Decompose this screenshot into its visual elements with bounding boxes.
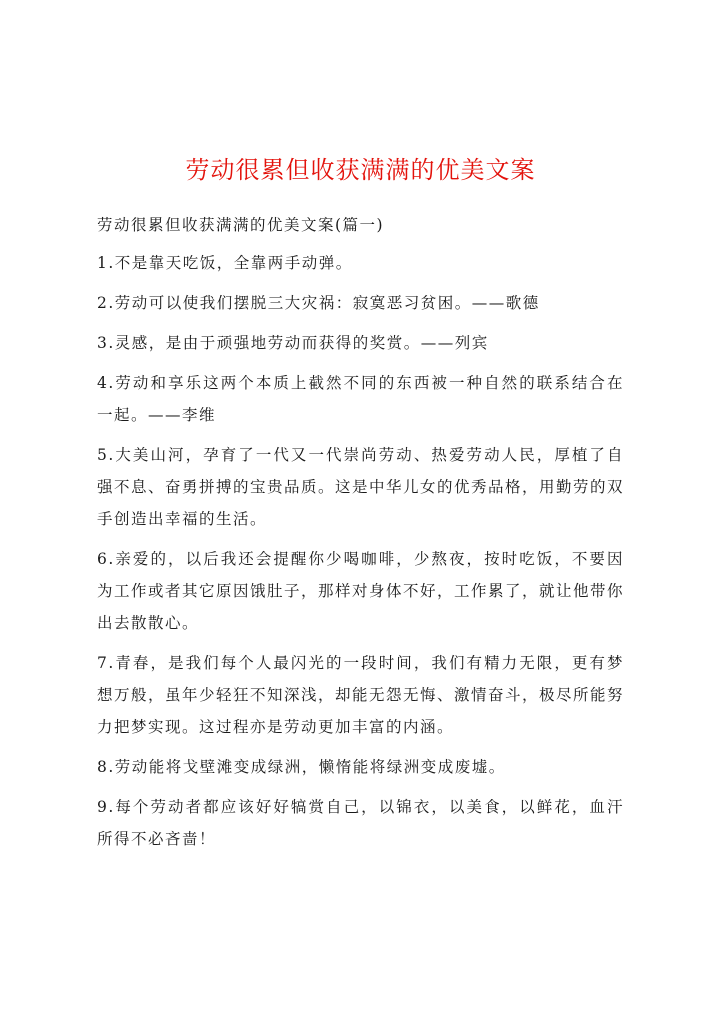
document-title: 劳动很累但收获满满的优美文案 — [185, 156, 536, 184]
paragraph-6: 6.亲爱的，以后我还会提醒你少喝咖啡，少熬夜，按时吃饭，不要因为工作或者其它原因饿肚子，那样对身体不好，工作累了，就让他带你出去散散心。 — [97, 550, 625, 632]
paragraph-9: 9.每个劳动者都应该好好犒赏自己，以锦衣，以美食，以鲜花，血汗所得不必吝啬！ — [97, 798, 624, 848]
paragraph-1: 1.不是靠天吃饭，全靠两手动弹。 — [97, 254, 353, 272]
paragraph-2: 2.劳动可以使我们摆脱三大灾祸：寂寞恶习贫困。——歌德 — [97, 294, 540, 312]
document-body — [97, 209, 624, 855]
paragraph-5: 5.大美山河，孕育了一代又一代崇尚劳动、热爱劳动人民，厚植了自强不息、奋勇拼搏的宝贵品质。这是中华儿女的优秀品格，用勤劳的双手创造出幸福的生活。 — [97, 446, 625, 528]
paragraph-3: 3.灵感，是由于顽强地劳动而获得的奖赏。——列宾 — [97, 334, 489, 352]
section-heading: 劳动很累但收获满满的优美文案(篇一) — [97, 216, 385, 234]
paragraph-4: 4.劳动和享乐这两个本质上截然不同的东西被一种自然的联系结合在一起。——李维 — [97, 374, 624, 424]
paragraph-8: 8.劳动能将戈壁滩变成绿洲，懒惰能将绿洲变成废墟。 — [97, 758, 506, 776]
paragraph-7: 7.青春，是我们每个人最闪光的一段时间，我们有精力无限，更有梦想万般，虽年少轻狂不知深浅，却能无怨无悔、激情奋斗，极尽所能努力把梦实现。这过程亦是劳动更加丰富的内涵。 — [97, 654, 625, 736]
